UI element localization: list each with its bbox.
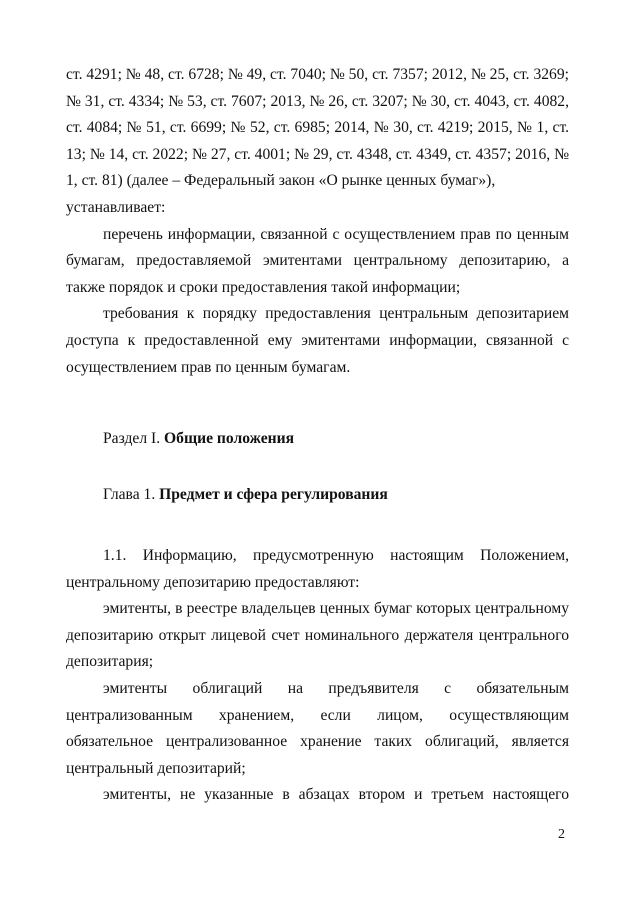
chapter-title: Предмет и сфера регулирования	[159, 486, 388, 503]
clause-1-1: 1.1. Информацию, предусмотренную настоящим Положением, центральному депозитарию предоставляют:	[66, 547, 569, 591]
list-item-access-requirements: требования к порядку предоставления центральным депозитарием доступа к предоставленной ему эмитентами информации, связанной с осуществлением прав по ценным бумагам.	[66, 305, 569, 376]
section-prefix: Раздел I.	[103, 430, 161, 447]
chapter-prefix: Глава 1.	[103, 486, 156, 503]
chapter-heading	[103, 485, 388, 505]
list-item-information: перечень информации, связанной с осуществлением прав по ценным бумагам, предоставляемой эмитентами центральному депозитарию, а также порядок и сроки предоставления такой информации;	[66, 225, 569, 296]
intro-paragraph: ст. 4291; № 48, ст. 6728; № 49, ст. 7040; № 50, ст. 7357; 2012, № 25, ст. 3269; № 31, ст. 4334; № 53, ст. 7607; 2013, № 26, ст. 3207; № 30, ст. 4043, ст. 4082, ст. 4084; № 51, ст. 6699; № 52, ст. 6985; 2014, № 30, ст. 4219; 2015, № 1, ст. 13; № 14, ст. 2022; № 27, ст. 4001; № 29, ст. 4348, ст. 4349, ст. 4357; 2016, № 1, ст. 81) (далее – Федеральный закон «О рынке ценных бумаг»),	[66, 66, 569, 190]
section-heading	[103, 429, 294, 449]
paragraph-other-issuers: эмитенты, не указанные в абзацах втором и третьем настоящего	[103, 786, 569, 804]
paragraph-bearer-bonds: эмитенты облигаций на предъявителя с обязательным централизованным хранением, если лицом, осуществляющим обязательное централизованное хранение таких облигаций, является центральный депозитарий;	[66, 679, 569, 777]
chapter-body	[66, 543, 569, 809]
preamble-block	[66, 62, 569, 381]
page-number: 2	[558, 827, 565, 842]
section-title: Общие положения	[164, 430, 295, 447]
paragraph-issuers-registry: эмитенты, в реестре владельцев ценных бумаг которых центральному депозитарию открыт лицевой счет номинального держателя центрального депозитария;	[66, 600, 569, 671]
intro-last-line: устанавливает:	[66, 198, 166, 216]
